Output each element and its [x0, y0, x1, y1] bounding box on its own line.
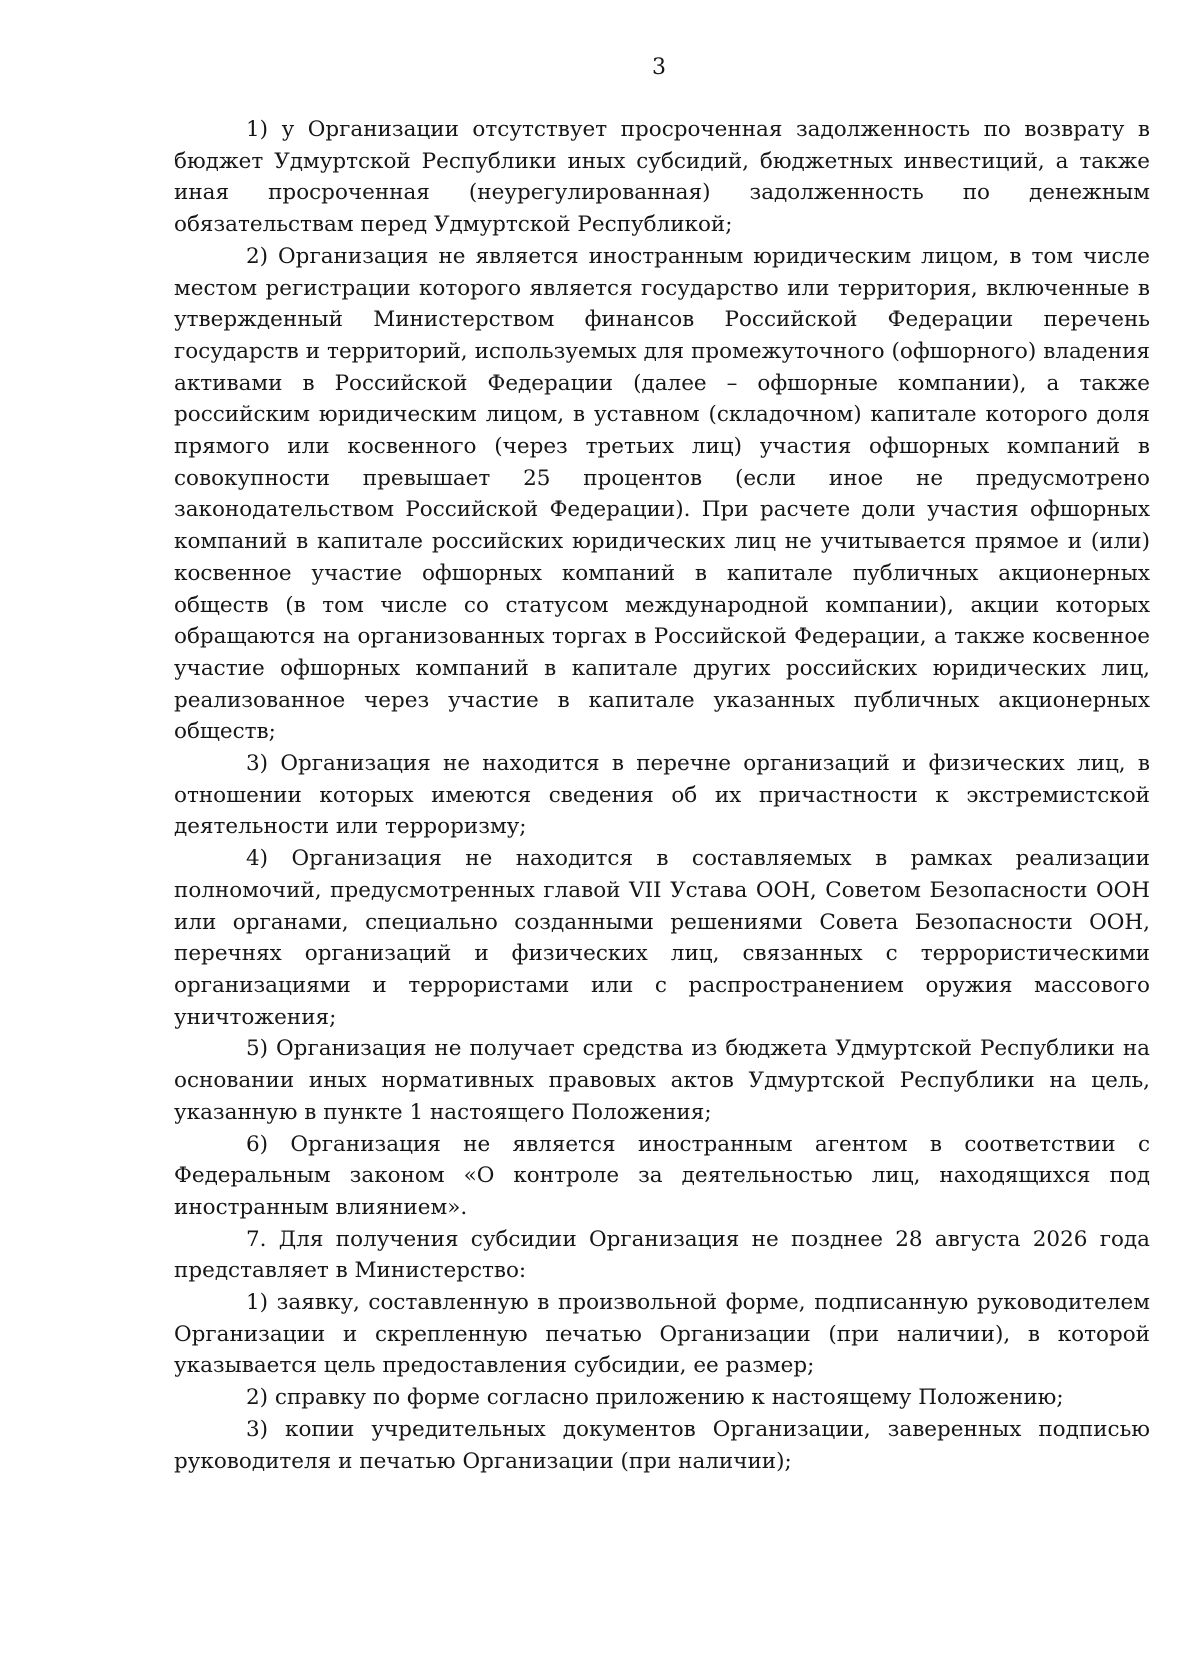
- document-body: [174, 114, 1150, 1477]
- paragraph-doc-2-certificate: 2) справку по форме согласно приложению к настоящему Положению;: [246, 1385, 1064, 1411]
- paragraph-item-3-extremism-list: 3) Организация не находится в перечне организаций и физических лиц, в отношении которых имеются сведения об их причастности к экстремистской деятельности или терроризму;: [174, 751, 1150, 840]
- paragraph-doc-3-founding-documents: 3) копии учредительных документов Организации, заверенных подписью руководителя и печатью Организации (при наличии);: [174, 1416, 1150, 1474]
- paragraph-item-5-no-other-funding: 5) Организация не получает средства из бюджета Удмуртской Республики на основании иных нормативных правовых актов Удмуртской Республики на цель, указанную в пункте 1 настоящего Положения;: [174, 1036, 1150, 1125]
- paragraph-doc-1-application: 1) заявку, составленную в произвольной форме, подписанную руководителем Организации и скрепленную печатью Организации (при наличии), в которой указывается цель предоставления субсидии, ее размер;: [174, 1290, 1150, 1379]
- paragraph-section-7-documents: 7. Для получения субсидии Организация не позднее 28 августа 2026 года представляет в Министерство:: [174, 1226, 1150, 1284]
- page-number: 3: [652, 55, 666, 80]
- paragraph-item-4-un-sanctions-list: 4) Организация не находится в составляемых в рамках реализации полномочий, предусмотренных главой VII Устава ООН, Советом Безопасности ООН или органами, специально созданными решениями Совета Безопасности ООН, перечнях организаций и физических лиц, связанных с террористическими организациями и террористами или с распространением оружия массового уничтожения;: [174, 846, 1150, 1030]
- paragraph-item-1-no-debt: 1) у Организации отсутствует просроченная задолженность по возврату в бюджет Удмуртской Республики иных субсидий, бюджетных инвестиций, а также иная просроченная (неурегулированная) задолженность по денежным обязательствам перед Удмуртской Республикой;: [174, 117, 1150, 238]
- paragraph-item-6-not-foreign-agent: 6) Организация не является иностранным агентом в соответствии с Федеральным законом «О контроле за деятельностью лиц, находящихся под иностранным влиянием».: [174, 1131, 1150, 1220]
- paragraph-item-2-not-foreign-entity: 2) Организация не является иностранным юридическим лицом, в том числе местом регистрации которого является государство или территория, включенные в утвержденный Министерством финансов Российской Федерации перечень государств и территорий, используемых для промежуточного (офшорного) владения активами в Российской Федерации (далее – офшорные компании), а также российским юридическим лицом, в уставном (складочном) капитале которого доля прямого или косвенного (через третьих лиц) участия офшорных компаний в совокупности превышает 25 процентов (если иное не предусмотрено законодательством Российской Федерации). При расчете доли участия офшорных компаний в капитале российских юридических лиц не учитывается прямое и (или) косвенное участие офшорных компаний в капитале публичных акционерных обществ (в том числе со статусом международной компании), акции которых обращаются на организованных торгах в Российской Федерации, а также косвенное участие офшорных компаний в капитале других российских юридических лиц, реализованное через участие в капитале указанных публичных акционерных обществ;: [174, 243, 1150, 745]
